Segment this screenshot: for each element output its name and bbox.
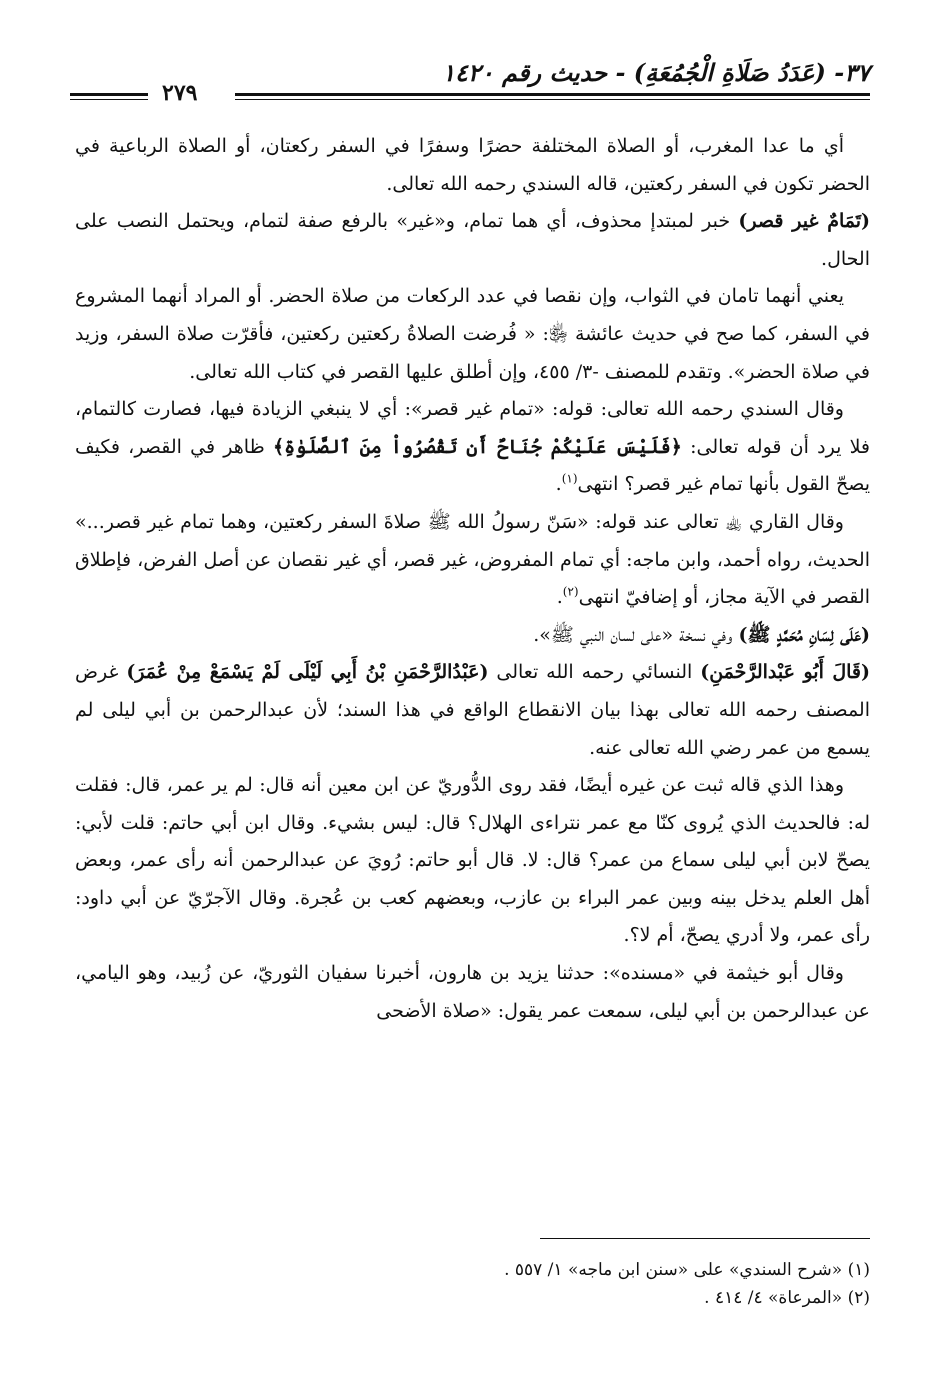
text-run: . (556, 586, 563, 609)
bold-text: (قَالَ أَبُو عَبْدالرَّحْمَنِ) (700, 661, 870, 684)
paragraph (75, 654, 870, 767)
header-rule-left (70, 93, 148, 96)
paragraph (75, 203, 870, 278)
page-header (70, 50, 870, 110)
paragraph (75, 767, 870, 955)
text-run: وقال القاري ﵀ تعالى عند قوله: «سَنّ رسولُ الله ﷺ صلاةَ السفر ركعتين، وهما تمام غير قصر...» الحديث، رواه أحمد، وابن ماجه: أي تمام المفروض، غير قصر، أي غير نقصان عن أصل الفرض، فإطلاق القصر في الآية مجاز، أو إضافيّ انتهى (75, 510, 870, 609)
paragraph (75, 955, 870, 1030)
main-text (75, 128, 870, 1030)
paragraph (75, 504, 870, 617)
text-run: وفي نسخة «على لسان النبي ﷺ». (533, 623, 739, 646)
text-run: وقال السندي رحمه الله تعالى: قوله: «تمام غير قصر»: أي لا ينبغي الزيادة فيها، فصارت كالتمام، فلا يرد أن قوله تعالى: (75, 398, 870, 458)
footnote-2: (٢) «المرعاة» ٤/ ٤١٤ . (704, 1288, 870, 1308)
footnote-ref: (١) (561, 472, 578, 487)
footnote-separator (540, 1238, 870, 1239)
text-run: يعني أنهما تامان في الثواب، وإن نقصا في عدد الركعات من صلاة الحضر. أو المراد أنهما المشروع في السفر، كما صح في حديث عائشة ﵂: « فُرضت الصلاةُ ركعتين ركعتين، فأقرّت صلاة السفر، وزيد في صلاة الحضر». وتقدم للمصنف -٣/ ٤٥٥، وإن أطلق عليها القصر في كتاب الله تعالى. (75, 285, 870, 383)
paragraph (75, 617, 870, 655)
footnotes (75, 1256, 870, 1312)
text-run: . (555, 473, 562, 496)
footnote-ref: (٢) (562, 584, 579, 599)
page-number: ٢٧٩ (162, 80, 198, 106)
footnote-1: (١) «شرح السندي» على «سنن ابن ماجه» ١/ ٥٥٧ . (504, 1260, 870, 1280)
header-rule (235, 93, 870, 96)
text-run: أي ما عدا المغرب، أو الصلاة المختلفة حضرًا وسفرًا في السفر ركعتان، أو الصلاة الرباعية في الحضر تكون في السفر ركعتين، قاله السندي رحمه الله تعالى. (75, 135, 870, 195)
bold-text: (عَبْدُالرَّحْمَنِ بْنُ أَبِي لَيْلَى لَمْ يَسْمَعْ مِنْ عُمَرَ) (126, 661, 489, 684)
bold-text: (عَلَى لِسَانِ مُحَمَّدٍ ﷺ) (738, 623, 870, 646)
text-run: ظاهر في القصر، فكيف يصحّ القول بأنها تمام غير قصر؟ انتهى (75, 435, 870, 496)
text-run: خبر لمبتدإ محذوف، أي هما تمام، و«غير» بالرفع صفة لتمام، ويحتمل النصب على الحال. (75, 210, 870, 270)
header-rule-thin (235, 99, 870, 100)
header-rule-left-thin (70, 99, 148, 100)
paragraph (75, 128, 870, 203)
running-title: ٣٧- (عَدَدُ صَلَاةِ الْجُمُعَةِ) - حديث رقم ١٤٢٠ (442, 58, 870, 87)
bold-text: ﴿فَلَيْسَ عَلَيْكُمْ جُنَاحٌ أَن تَقْصُرُواْ مِنَ ٱلصَّلَوٰةِ﴾ (272, 435, 682, 458)
paragraph (75, 391, 870, 504)
paragraph (75, 278, 870, 391)
bold-text: (تَمَامٌ غير قصر) (738, 210, 871, 233)
text-run: النسائي رحمه الله تعالى (488, 661, 701, 684)
text-run: وقال أبو خيثمة في «مسنده»: حدثنا يزيد بن هارون، أخبرنا سفيان الثوريّ، عن زُبيد، وهو اليامي، عن عبدالرحمن بن أبي ليلى، سمعت عمر يقول: «صلاة الأضحى (75, 962, 870, 1022)
text-run: غرض المصنف رحمه الله تعالى بهذا بيان الانقطاع الواقع في هذا السند؛ لأن عبدالرحمن بن أبي ليلى لم يسمع من عمر رضي الله تعالى عنه. (75, 661, 870, 759)
text-run: وهذا الذي قاله ثبت عن غيره أيضًا، فقد روى الدُّوريّ عن ابن معين أنه قال: لم ير عمر، قال: فقلت له: فالحديث الذي يُروى كنّا مع عمر نتراءى الهلال؟ قال: ليس بشيء. وقال ابن أبي حاتم: قلت لأبي: يصحّ لابن أبي ليلى سماع من عمر؟ قال: لا. قال أبو حاتم: رُويَ عن عبدالرحمن أنه رأى عمر، وبعض أهل العلم يدخل بينه وبين عمر البراء بن عازب، وبعضهم كعب بن عُجرة. وقال الآجرّيّ عن أبي داود: رأى عمر، ولا أدري يصحّ، أم لا؟. (75, 774, 870, 947)
